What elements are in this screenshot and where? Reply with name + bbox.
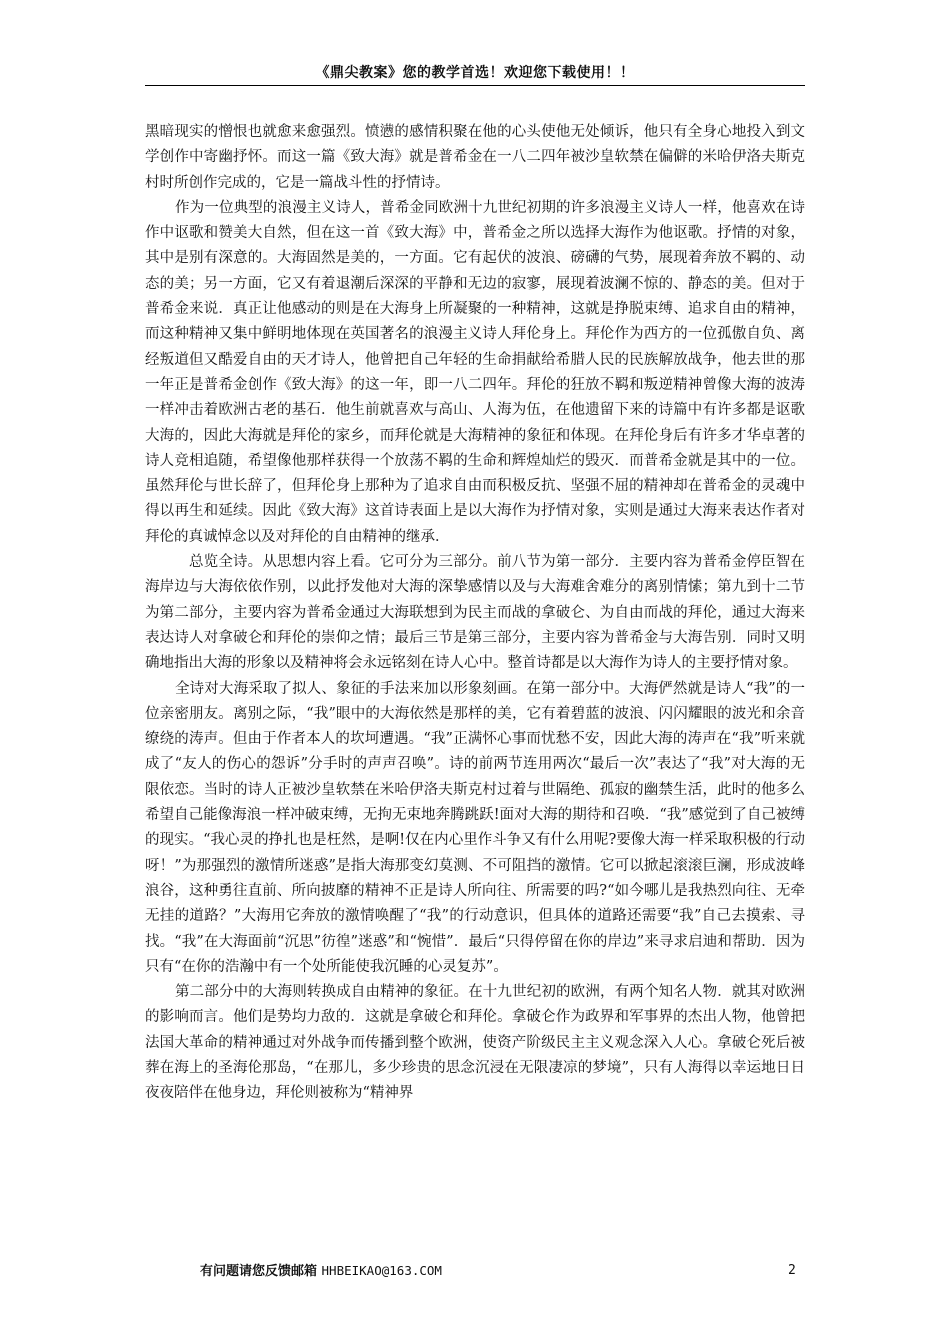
paragraph-1: 黑暗现实的憎恨也就愈来愈强烈。愤懑的感情积聚在他的心头使他无处倾诉，他只有全身心地投入到文学创作中寄幽抒怀。而这一篇《致大海》就是普希金在一八二四年被沙皇软禁在偏僻的米哈伊洛夫斯克村时所创作完成的，它是一篇战斗性的抒情诗。 bbox=[145, 124, 805, 191]
document-body bbox=[145, 120, 805, 1107]
footer-email: HHBEIKAO@163.COM bbox=[321, 1263, 442, 1278]
page-number: 2 bbox=[788, 1263, 796, 1278]
paragraph-2: 作为一位典型的浪漫主义诗人，普希金同欧洲十九世纪初期的许多浪漫主义诗人一样，他喜欢在诗作中讴歌和赞美大自然，但在这一首《致大海》中，普希金之所以选择大海作为他讴歌。抒情的对象，其中是别有深意的。大海固然是美的，一方面。它有起伏的波浪、磅礴的气势，展现着奔放不羁的、动态的美；另一方面，它又有着退潮后深深的平静和无边的寂寥，展现着波澜不惊的、静态的美。但对于普希金来说．真正让他感动的则是在大海身上所凝聚的一种精神，这就是挣脱束缚、追求自由的精神，而这种精神又集中鲜明地体现在英国著名的浪漫主义诗人拜伦身上。拜伦作为西方的一位孤傲自负、离经叛道但又酷爱自由的天才诗人，他曾把自己年轻的生命捐献给希腊人民的民族解放战争，他去世的那一年正是普希金创作《致大海》的这一年，即一八二四年。拜伦的狂放不羁和叛逆精神曾像大海的波涛一样冲击着欧洲古老的基石．他生前就喜欢与高山、人海为伍，在他遗留下来的诗篇中有许多都是讴歌大海的，因此大海就是拜伦的家乡，而拜伦就是大海精神的象征和体现。在拜伦身后有许多才华卓著的诗人竞相追随，希望像他那样获得一个放荡不羁的生命和辉煌灿烂的毁灭．而普希金就是其中的一位。虽然拜伦与世长辞了，但拜伦身上那种为了追求自由而积极反抗、坚强不屈的精神却在普希金的灵魂中得以再生和延续。因此《致大海》这首诗表面上是以大海作为抒情对象，实则是通过大海来表达作者对拜伦的真诚悼念以及对拜伦的自由精神的继承． bbox=[145, 199, 805, 545]
footer-feedback-label: 有问题请您反馈邮箱 bbox=[200, 1264, 322, 1279]
header-divider bbox=[145, 85, 805, 86]
paragraph-4: 全诗对大海采取了拟人、象征的手法来加以形象刻画。在第一部分中。大海俨然就是诗人“我”的一位亲密朋友。离别之际，“我”眼中的大海依然是那样的美，它有着碧蓝的波浪、闪闪耀眼的波光和余音缭绕的涛声。但由于作者本人的坎坷遭遇。“我”正满怀心事而忧愁不安，因此大海的涛声在“我”听来就成了“友人的伤心的怨诉”分手时的声声召唤”。诗的前两节连用两次“最后一次”表达了“我”对大海的无限依恋。当时的诗人正被沙皇软禁在米哈伊洛夫斯克村过着与世隔绝、孤寂的幽禁生活，此时的他多么希望自己能像海浪一样冲破束缚，无拘无束地奔腾跳跃!面对大海的期待和召唤．“我”感觉到了自己被缚的现实。“我心灵的挣扎也是枉然，是啊!仅在内心里作斗争又有什么用呢?要像大海一样采取积极的行动呀！”为那强烈的激情所迷惑”是指大海那变幻莫测、不可阻挡的激情。它可以掀起滚滚巨澜，形成波峰浪谷，这种勇往直前、所向披靡的精神不正是诗人所向往、所需要的吗?“如今哪儿是我热烈向往、无牵无挂的道路？”大海用它奔放的激情唤醒了“我”的行动意识，但具体的道路还需要“我”自己去摸索、寻找。“我”在大海面前“沉思”彷徨”迷惑”和“惋惜”．最后“只得停留在你的岸边”来寻求启迪和帮助．因为只有“在你的浩瀚中有一个处所能使我沉睡的心灵复苏”。 bbox=[145, 680, 805, 975]
page-footer bbox=[200, 1262, 442, 1281]
paragraph-3: 总览全诗。从思想内容上看。它可分为三部分。前八节为第一部分．主要内容为普希金停臣智在海岸边与大海依依作别，以此抒发他对大海的深挚感情以及与大海难舍难分的离别情愫；第九到十二节为第二部分，主要内容为普希金通过大海联想到为民主而战的拿破仑、为自由而战的拜伦，通过大海来表达诗人对拿破仑和拜伦的崇仰之情；最后三节是第三部分，主要内容为普希金与大海告别．同时又明确地指出大海的形象以及精神将会永远铭刻在诗人心中。整首诗都是以大海作为诗人的主要抒情对象。 bbox=[145, 554, 805, 672]
page-header-title: 《鼎尖教案》您的教学首选！欢迎您下载使用！！ bbox=[315, 65, 635, 81]
paragraph-5: 第二部分中的大海则转换成自由精神的象征。在十九世纪初的欧洲，有两个知名人物．就其对欧洲的影响而言。他们是势均力敌的．这就是拿破仑和拜伦。拿破仑作为政界和军事界的杰出人物，他曾把法国大革命的精神通过对外战争而传播到整个欧洲，使资产阶级民主主义观念深入人心。拿破仑死后被葬在海上的圣海伦那岛，“在那儿，多少珍贵的思念沉浸在无限凄凉的梦境”，只有人海得以幸运地日日夜夜陪伴在他身边，拜伦则被称为“精神界 bbox=[145, 984, 805, 1102]
